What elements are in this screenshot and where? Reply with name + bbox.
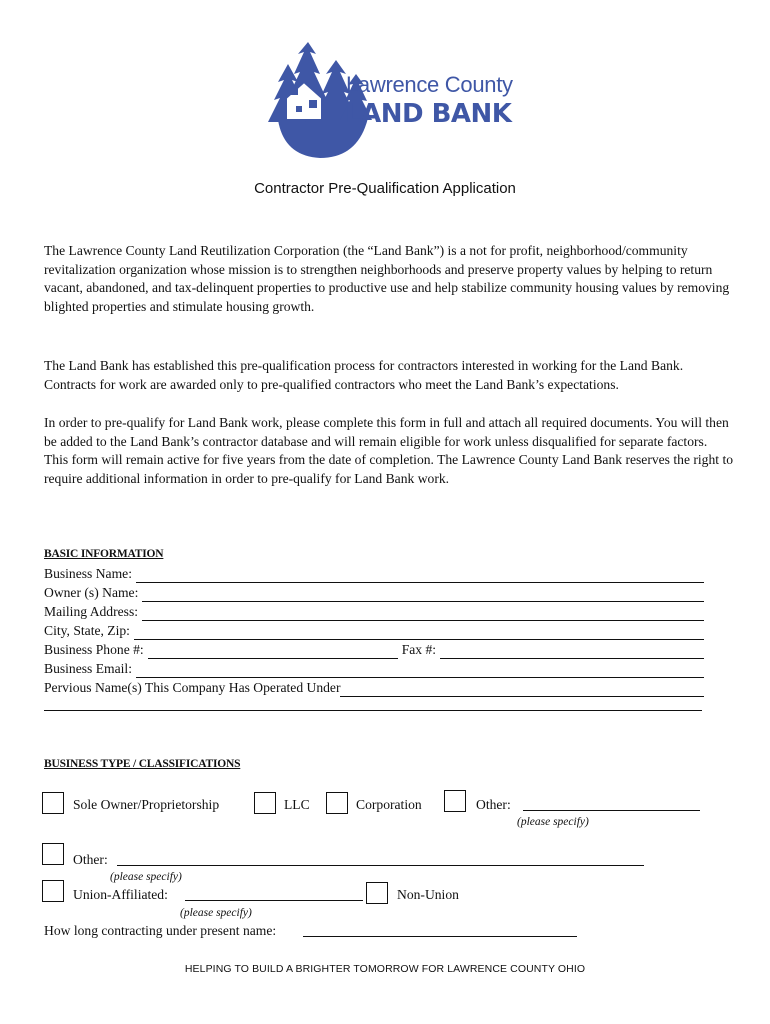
non-union-label: Non-Union — [397, 887, 459, 902]
city-state-zip-field[interactable] — [134, 626, 704, 640]
mailing-address-label: Mailing Address: — [44, 604, 139, 619]
union-hint: (please specify) — [180, 907, 252, 919]
business-email-label: Business Email: — [44, 661, 132, 676]
business-type-heading: BUSINESS TYPE / CLASSIFICATIONS — [44, 758, 241, 770]
instructions-paragraph: In order to pre-qualify for Land Bank work, please complete this form in full and attach all required documents. You will then be added to the Land Bank’s contractor database and will remain eligible for work unless disqualified for separate factors. This form will remain active for five years from the date of completion. The Lawrence County Land Bank reserves the right to require additional information in order to pre-qualify for Land Bank work. — [44, 415, 734, 486]
business-name-row — [44, 564, 704, 583]
union-checkbox[interactable] — [42, 880, 64, 902]
llc-checkbox[interactable] — [254, 792, 276, 814]
logo-line-2: LAND BANK — [345, 99, 512, 129]
other2-label: Other: — [73, 852, 108, 867]
non-union-checkbox[interactable] — [366, 882, 388, 904]
business-email-row — [44, 659, 704, 678]
fax-label: Fax #: — [401, 642, 437, 657]
owner-name-row — [44, 583, 704, 602]
fax-field[interactable] — [440, 645, 704, 659]
owner-name-label: Owner (s) Name: — [44, 585, 139, 600]
other-checkbox[interactable] — [444, 790, 466, 812]
business-email-field[interactable] — [136, 664, 704, 678]
union-field[interactable] — [185, 887, 363, 901]
previous-names-field-2[interactable] — [44, 696, 702, 711]
city-state-zip-row — [44, 621, 704, 640]
llc-label: LLC — [284, 797, 310, 812]
footer-tagline: HELPING TO BUILD A BRIGHTER TOMORROW FOR LAWRENCE COUNTY OHIO — [184, 963, 586, 975]
other-field[interactable] — [523, 797, 700, 811]
previous-names-field[interactable] — [340, 683, 704, 697]
business-name-label: Business Name: — [44, 566, 132, 581]
business-name-field[interactable] — [136, 569, 704, 583]
intro-paragraph: The Lawrence County Land Reutilization Corporation (the “Land Bank”) is a not for profit, neighborhood/community revitalization organization whose mission is to strengthen neighborhoods and preserve property values by helping to return vacant, abandoned, and tax-delinquent properties to productive use and help stabilize community housing values by removing blighted properties and stimulate housing growth. — [44, 243, 730, 314]
other-label: Other: — [476, 797, 511, 812]
city-state-zip-label: City, State, Zip: — [44, 623, 130, 638]
basic-info-heading: BASIC INFORMATION — [44, 548, 164, 560]
other2-checkbox[interactable] — [42, 843, 64, 865]
other-hint: (please specify) — [517, 816, 589, 828]
sole-owner-checkbox[interactable] — [42, 792, 64, 814]
logo-line-1: Lawrence County — [346, 72, 513, 97]
business-phone-label: Business Phone #: — [44, 642, 144, 657]
mailing-address-row — [44, 602, 704, 621]
mailing-address-field[interactable] — [142, 607, 704, 621]
phone-fax-row — [44, 640, 704, 659]
previous-names-row — [44, 678, 704, 697]
corporation-label: Corporation — [356, 797, 422, 812]
sole-owner-label: Sole Owner/Proprietorship — [73, 797, 220, 812]
previous-names-label: Pervious Name(s) This Company Has Operated Under — [44, 680, 341, 695]
other2-field[interactable] — [117, 852, 644, 866]
corporation-checkbox[interactable] — [326, 792, 348, 814]
business-phone-field[interactable] — [148, 645, 398, 659]
owner-name-field[interactable] — [142, 588, 704, 602]
how-long-label: How long contracting under present name: — [44, 923, 277, 938]
page-title: Contractor Pre-Qualification Application — [254, 180, 516, 197]
union-label: Union-Affiliated: — [73, 887, 168, 902]
how-long-field[interactable] — [303, 923, 577, 937]
process-paragraph: The Land Bank has established this pre-qualification process for contractors interested in working for the Land Bank. Contracts for work are awarded only to pre-qualified contractors who meet the Land Bank’s expectations. — [44, 358, 684, 392]
other2-hint: (please specify) — [110, 871, 182, 883]
